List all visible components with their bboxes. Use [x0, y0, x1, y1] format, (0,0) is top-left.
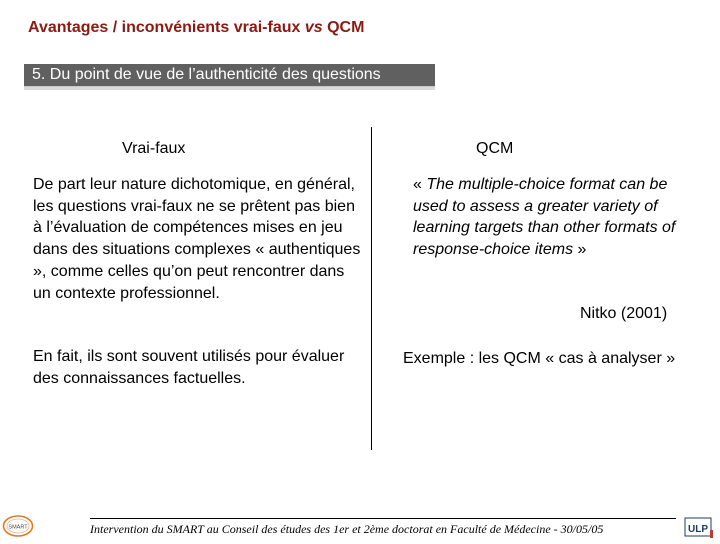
qcm-example: Exemple : les QCM « cas à analyser » — [403, 350, 676, 367]
vrai-faux-paragraph-1: De part leur nature dichotomique, en général, les questions vrai-faux ne se prêtent pas bien à l’évaluation de compétences mises en jeu dans des situations complexes « authentiques », comme celles qu’on peut rencontrer dans un contexte professionnel. — [33, 176, 361, 302]
section-header-label: 5. Du point de vue de l’authenticité des questions — [32, 66, 381, 83]
quote-citation: Nitko (2001) — [580, 305, 668, 322]
quote-open-mark: « — [413, 176, 427, 193]
title-end-text: QCM — [322, 19, 365, 36]
qcm-heading: QCM — [476, 140, 514, 157]
quote-close-mark: » — [573, 241, 587, 259]
vrai-faux-paragraph-2: En fait, ils sont souvent utilisés pour évaluer des connaissances factuelles. — [33, 348, 345, 387]
title-vs-text: vs — [304, 19, 323, 36]
footer-divider — [90, 518, 676, 519]
ulp-logo — [684, 515, 714, 539]
qcm-quote — [413, 174, 703, 261]
svg-text:SMART: SMART — [8, 524, 28, 531]
column-divider — [371, 127, 372, 450]
slide-title — [28, 19, 364, 37]
footer-text: Intervention du SMART au Conseil des études des 1er et 2ème doctorat en Faculté de Médecine - 30/05/05 — [90, 522, 604, 536]
smart-logo — [2, 514, 34, 538]
svg-text:ULP: ULP — [688, 524, 708, 535]
section-header-bar — [24, 64, 435, 87]
quote-text: The multiple-choice format can be used to assess a greater variety of learning targets than other formats of response-choice items — [413, 176, 676, 259]
vrai-faux-heading: Vrai-faux — [122, 140, 186, 157]
title-main-text: Avantages / inconvénients vrai-faux — [28, 19, 305, 36]
